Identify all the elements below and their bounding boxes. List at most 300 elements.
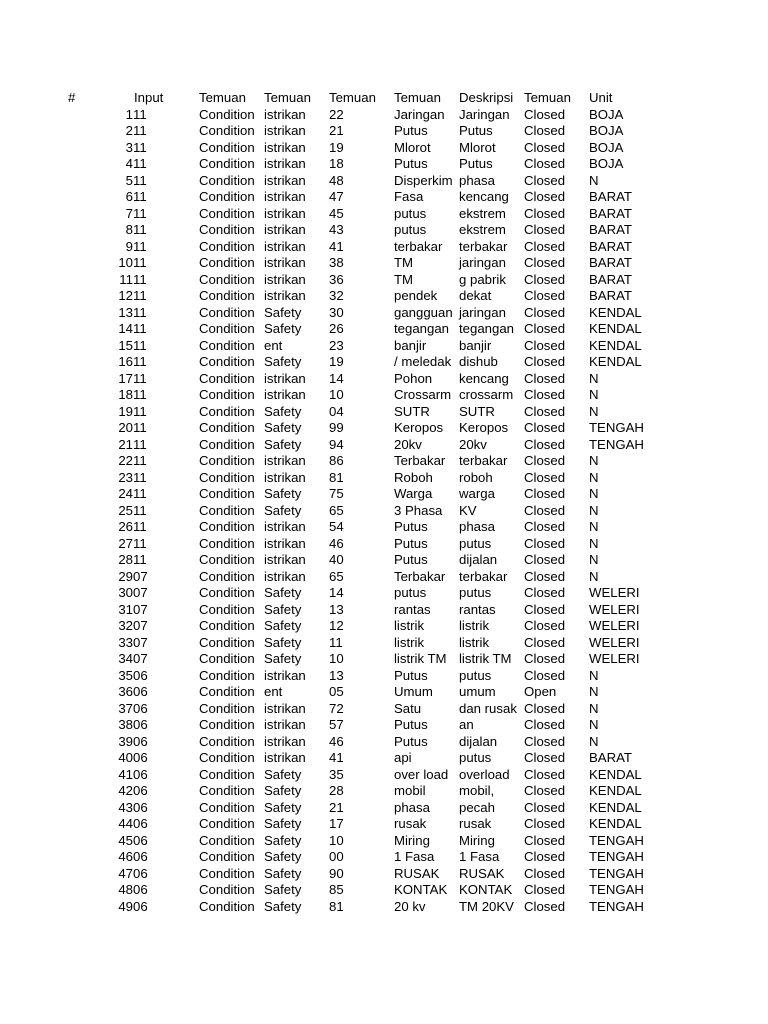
table-row (0, 354, 768, 371)
temuan-4-cell: mobil (394, 783, 426, 798)
input-cell: 11 (133, 304, 147, 320)
temuan-3-cell: 90 (329, 865, 344, 881)
table-row (0, 486, 768, 503)
temuan-4-cell: Miring (394, 832, 430, 848)
row-number: 13 (118, 304, 133, 320)
unit-cell: BOJA (589, 123, 624, 138)
temuan-2-cell: Safety (264, 304, 302, 320)
unit-cell: BARAT (589, 255, 632, 270)
status-cell: Closed (524, 618, 566, 633)
temuan-2-cell: istrikan (264, 172, 306, 188)
status-cell: Closed (524, 156, 566, 171)
status-cell: Closed (524, 750, 566, 765)
table-row (0, 899, 768, 916)
row-number: 15 (118, 337, 133, 353)
input-cell: 06 (133, 717, 148, 732)
temuan-4-cell: Satu (394, 700, 422, 716)
input-cell: 06 (133, 832, 148, 848)
temuan-1-cell: Condition (199, 634, 255, 650)
unit-cell: KENDAL (589, 766, 642, 782)
table-row (0, 222, 768, 239)
temuan-3-cell: 19 (329, 139, 344, 155)
temuan-2-cell: Safety (264, 849, 302, 864)
temuan-3-cell: 21 (329, 799, 344, 815)
unit-cell: TENGAH (589, 865, 644, 881)
temuan-1-cell: Condition (199, 535, 255, 551)
temuan-4-cell: putus (394, 585, 427, 600)
status-cell: Closed (524, 865, 566, 881)
temuan-4-cell: pendek (394, 288, 438, 303)
temuan-1-cell: Condition (199, 486, 255, 501)
temuan-4-cell: terbakar (394, 238, 443, 254)
status-cell: Closed (524, 436, 566, 452)
temuan-4-cell: rusak (394, 816, 427, 831)
temuan-3-cell: 13 (329, 601, 344, 617)
temuan-3-cell: 41 (329, 750, 344, 765)
table-row (0, 305, 768, 322)
temuan-1-cell: Condition (199, 205, 255, 221)
deskripsi-cell: rantas (459, 601, 496, 617)
temuan-2-cell: istrikan (264, 519, 306, 534)
unit-cell: KENDAL (589, 783, 642, 798)
deskripsi-cell: putus (459, 585, 492, 600)
temuan-4-cell: Putus (394, 733, 428, 749)
deskripsi-cell: g pabrik (459, 271, 506, 287)
temuan-1-cell: Condition (199, 123, 255, 138)
temuan-4-cell: Terbakar (394, 568, 446, 584)
unit-cell: BOJA (589, 106, 624, 122)
temuan-4-cell: Putus (394, 552, 428, 567)
status-cell: Closed (524, 799, 566, 815)
temuan-2-cell: istrikan (264, 271, 306, 287)
unit-cell: TENGAH (589, 832, 644, 848)
unit-cell: BARAT (589, 238, 632, 254)
status-cell: Closed (524, 601, 566, 617)
temuan-1-cell: Condition (199, 667, 255, 683)
deskripsi-cell: dekat (459, 288, 492, 303)
status-cell: Closed (524, 453, 566, 468)
deskripsi-cell: phasa (459, 519, 495, 534)
table-row (0, 156, 768, 173)
temuan-4-cell: phasa (394, 799, 430, 815)
temuan-2-cell: istrikan (264, 139, 306, 155)
temuan-3-cell: 41 (329, 238, 344, 254)
status-cell: Closed (524, 387, 566, 402)
status-cell: Closed (524, 783, 566, 798)
deskripsi-cell: crossarm (459, 387, 514, 402)
temuan-1-cell: Condition (199, 156, 255, 171)
table-row (0, 684, 768, 701)
input-cell: 11 (133, 337, 147, 353)
input-cell: 11 (133, 436, 147, 452)
row-number: 40 (118, 750, 133, 765)
status-cell: Closed (524, 354, 566, 369)
input-cell: 11 (133, 271, 147, 287)
unit-cell: N (589, 717, 599, 732)
temuan-4-cell: KONTAK (394, 882, 448, 897)
unit-cell: BARAT (589, 189, 632, 204)
header-temuan-3: Temuan (329, 90, 376, 105)
row-number: 20 (118, 420, 133, 435)
table-row (0, 569, 768, 586)
row-number: 45 (118, 832, 133, 848)
status-cell: Closed (524, 420, 566, 435)
temuan-2-cell: Safety (264, 832, 302, 848)
temuan-1-cell: Condition (199, 585, 255, 600)
deskripsi-cell: dijalan (459, 552, 498, 567)
header-deskripsi: Deskripsi (459, 90, 514, 105)
temuan-2-cell: Safety (264, 799, 302, 815)
temuan-4-cell: Crossarm (394, 387, 452, 402)
row-number: 21 (118, 436, 133, 452)
temuan-1-cell: Condition (199, 436, 255, 452)
unit-cell: WELERI (589, 585, 640, 600)
input-cell: 11 (133, 156, 147, 171)
status-cell: Open (524, 684, 557, 699)
temuan-3-cell: 99 (329, 420, 344, 435)
temuan-1-cell: Condition (199, 139, 255, 155)
status-cell: Closed (524, 255, 566, 270)
unit-cell: KENDAL (589, 304, 642, 320)
unit-cell: N (589, 387, 599, 402)
temuan-2-cell: istrikan (264, 123, 306, 138)
temuan-2-cell: istrikan (264, 700, 306, 716)
row-number: 47 (118, 865, 133, 881)
row-number: 44 (118, 816, 133, 831)
input-cell: 06 (133, 700, 148, 716)
unit-cell: N (589, 535, 599, 551)
deskripsi-cell: Jaringan (459, 106, 510, 122)
table-row (0, 552, 768, 569)
unit-cell: N (589, 700, 599, 716)
temuan-2-cell: istrikan (264, 453, 306, 468)
deskripsi-cell: rusak (459, 816, 492, 831)
temuan-4-cell: gangguan (394, 304, 453, 320)
header-input: Input (134, 90, 164, 105)
status-cell: Closed (524, 634, 566, 650)
unit-cell: WELERI (589, 618, 640, 633)
temuan-3-cell: 14 (329, 370, 344, 386)
row-number: 14 (118, 321, 133, 336)
temuan-4-cell: 20 kv (394, 898, 426, 914)
deskripsi-cell: an (459, 717, 474, 732)
temuan-1-cell: Condition (199, 271, 255, 287)
row-number: 2 (125, 123, 133, 138)
input-cell: 06 (133, 733, 148, 749)
temuan-3-cell: 13 (329, 667, 344, 683)
unit-cell: WELERI (589, 634, 640, 650)
temuan-4-cell: listrik (394, 618, 425, 633)
input-cell: 11 (133, 469, 147, 485)
input-cell: 11 (133, 403, 147, 419)
row-number: 43 (118, 799, 133, 815)
unit-cell: TENGAH (589, 849, 644, 864)
row-number: 7 (125, 205, 133, 221)
temuan-3-cell: 48 (329, 172, 344, 188)
table-row (0, 816, 768, 833)
temuan-1-cell: Condition (199, 717, 255, 732)
status-cell: Closed (524, 238, 566, 254)
input-cell: 07 (133, 568, 148, 584)
input-cell: 11 (133, 552, 147, 567)
temuan-3-cell: 46 (329, 535, 344, 551)
status-cell: Closed (524, 222, 566, 237)
temuan-3-cell: 04 (329, 403, 344, 419)
table-row (0, 321, 768, 338)
status-cell: Closed (524, 106, 566, 122)
table-row (0, 503, 768, 520)
unit-cell: N (589, 552, 599, 567)
table-row (0, 123, 768, 140)
input-cell: 07 (133, 601, 148, 617)
temuan-3-cell: 46 (329, 733, 344, 749)
temuan-2-cell: Safety (264, 585, 302, 600)
temuan-4-cell: rantas (394, 601, 431, 617)
temuan-2-cell: Safety (264, 354, 302, 369)
row-number: 10 (118, 255, 133, 270)
input-cell: 07 (133, 634, 148, 650)
temuan-1-cell: Condition (199, 370, 255, 386)
deskripsi-cell: banjir (459, 337, 492, 353)
temuan-2-cell: Safety (264, 634, 302, 650)
temuan-3-cell: 30 (329, 304, 344, 320)
status-cell: Closed (524, 667, 566, 683)
temuan-2-cell: istrikan (264, 255, 306, 270)
temuan-1-cell: Condition (199, 337, 255, 353)
temuan-2-cell: Safety (264, 816, 302, 831)
status-cell: Closed (524, 535, 566, 551)
input-cell: 07 (133, 618, 148, 633)
temuan-3-cell: 32 (329, 288, 344, 303)
deskripsi-cell: terbakar (459, 453, 508, 468)
temuan-3-cell: 94 (329, 436, 344, 452)
temuan-4-cell: Keropos (394, 420, 444, 435)
temuan-4-cell: Putus (394, 535, 428, 551)
temuan-3-cell: 75 (329, 486, 344, 501)
input-cell: 06 (133, 684, 148, 699)
table-row (0, 536, 768, 553)
input-cell: 11 (133, 354, 147, 369)
table-row (0, 833, 768, 850)
temuan-1-cell: Condition (199, 733, 255, 749)
input-cell: 06 (133, 667, 148, 683)
deskripsi-cell: Keropos (459, 420, 509, 435)
deskripsi-cell: phasa (459, 172, 495, 188)
table-row (0, 189, 768, 206)
row-number: 42 (118, 783, 133, 798)
temuan-3-cell: 26 (329, 321, 344, 336)
deskripsi-cell: kencang (459, 370, 509, 386)
status-cell: Closed (524, 585, 566, 600)
temuan-2-cell: Safety (264, 865, 302, 881)
row-number: 1 (125, 106, 133, 122)
input-cell: 06 (133, 865, 148, 881)
row-number: 12 (118, 288, 133, 303)
header-num: # (68, 90, 76, 105)
input-cell: 11 (133, 106, 147, 122)
table-row (0, 140, 768, 157)
temuan-2-cell: Safety (264, 502, 302, 518)
status-cell: Closed (524, 519, 566, 534)
row-number: 25 (118, 502, 133, 518)
unit-cell: BARAT (589, 271, 632, 287)
temuan-4-cell: over load (394, 766, 449, 782)
input-cell: 06 (133, 849, 148, 864)
header-unit: Unit (589, 90, 613, 105)
input-cell: 11 (133, 453, 147, 468)
header-temuan-2: Temuan (264, 90, 311, 105)
temuan-1-cell: Condition (199, 750, 255, 765)
deskripsi-cell: warga (459, 486, 495, 501)
row-number: 18 (118, 387, 133, 402)
temuan-2-cell: Safety (264, 486, 302, 501)
deskripsi-cell: 20kv (459, 436, 487, 452)
temuan-4-cell: 3 Phasa (394, 502, 443, 518)
temuan-2-cell: Safety (264, 420, 302, 435)
temuan-4-cell: banjir (394, 337, 427, 353)
table-row (0, 717, 768, 734)
temuan-4-cell: TM (394, 271, 414, 287)
unit-cell: KENDAL (589, 337, 642, 353)
deskripsi-cell: listrik (459, 618, 490, 633)
row-number: 35 (118, 667, 133, 683)
row-number: 39 (118, 733, 133, 749)
deskripsi-cell: putus (459, 750, 492, 765)
row-number: 33 (118, 634, 133, 650)
deskripsi-cell: dijalan (459, 733, 498, 749)
table-row (0, 849, 768, 866)
temuan-2-cell: Safety (264, 601, 302, 617)
unit-cell: N (589, 667, 599, 683)
table-row (0, 882, 768, 899)
temuan-1-cell: Condition (199, 832, 255, 848)
temuan-3-cell: 28 (329, 783, 344, 798)
temuan-3-cell: 86 (329, 453, 344, 468)
row-number: 4 (125, 156, 133, 171)
temuan-2-cell: istrikan (264, 189, 306, 204)
temuan-3-cell: 47 (329, 189, 344, 204)
temuan-3-cell: 38 (329, 255, 344, 270)
temuan-2-cell: istrikan (264, 288, 306, 303)
row-number: 32 (118, 618, 133, 633)
table-row (0, 519, 768, 536)
temuan-3-cell: 72 (329, 700, 344, 716)
status-cell: Closed (524, 304, 566, 320)
temuan-4-cell: Roboh (394, 469, 433, 485)
temuan-2-cell: Safety (264, 618, 302, 633)
temuan-3-cell: 81 (329, 469, 344, 485)
temuan-4-cell: Putus (394, 519, 428, 534)
temuan-3-cell: 10 (329, 651, 344, 666)
input-cell: 06 (133, 783, 148, 798)
temuan-2-cell: istrikan (264, 469, 306, 485)
table-row (0, 783, 768, 800)
status-cell: Closed (524, 502, 566, 518)
temuan-4-cell: 1 Fasa (394, 849, 435, 864)
temuan-3-cell: 10 (329, 387, 344, 402)
temuan-4-cell: Umum (394, 684, 433, 699)
deskripsi-cell: 1 Fasa (459, 849, 500, 864)
temuan-2-cell: istrikan (264, 370, 306, 386)
input-cell: 11 (133, 205, 147, 221)
temuan-4-cell: tegangan (394, 321, 450, 336)
input-cell: 11 (133, 321, 147, 336)
row-number: 22 (118, 453, 133, 468)
unit-cell: N (589, 486, 599, 501)
temuan-1-cell: Condition (199, 288, 255, 303)
temuan-1-cell: Condition (199, 469, 255, 485)
temuan-4-cell: RUSAK (394, 865, 440, 881)
row-number: 11 (119, 271, 133, 287)
temuan-3-cell: 22 (329, 106, 344, 122)
status-cell: Closed (524, 271, 566, 287)
unit-cell: N (589, 684, 599, 699)
temuan-4-cell: putus (394, 205, 427, 221)
deskripsi-cell: putus (459, 667, 492, 683)
status-cell: Closed (524, 651, 566, 666)
deskripsi-cell: roboh (459, 469, 493, 485)
row-number: 8 (125, 222, 133, 237)
temuan-4-cell: listrik (394, 634, 425, 650)
temuan-2-cell: istrikan (264, 750, 306, 765)
deskripsi-cell: Mlorot (459, 139, 496, 155)
deskripsi-cell: jaringan (459, 255, 506, 270)
temuan-3-cell: 05 (329, 684, 344, 699)
input-cell: 11 (133, 172, 147, 188)
temuan-4-cell: Terbakar (394, 453, 446, 468)
row-number: 27 (118, 535, 133, 551)
status-cell: Closed (524, 700, 566, 716)
status-cell: Closed (524, 370, 566, 386)
unit-cell: N (589, 519, 599, 534)
deskripsi-cell: kencang (459, 189, 509, 204)
row-number: 26 (118, 519, 133, 534)
status-cell: Closed (524, 882, 566, 897)
deskripsi-cell: KV (459, 502, 477, 518)
unit-cell: TENGAH (589, 898, 644, 914)
temuan-3-cell: 00 (329, 849, 344, 864)
deskripsi-cell: tegangan (459, 321, 515, 336)
row-number: 24 (118, 486, 133, 501)
temuan-1-cell: Condition (199, 387, 255, 402)
temuan-1-cell: Condition (199, 403, 255, 419)
row-number: 46 (118, 849, 133, 864)
deskripsi-cell: KONTAK (459, 882, 513, 897)
table-row (0, 404, 768, 421)
table-row (0, 602, 768, 619)
temuan-1-cell: Condition (199, 651, 255, 666)
deskripsi-cell: Putus (459, 156, 493, 171)
temuan-3-cell: 65 (329, 502, 344, 518)
temuan-1-cell: Condition (199, 783, 255, 798)
input-cell: 11 (133, 387, 147, 402)
deskripsi-cell: Putus (459, 123, 493, 138)
table-row (0, 173, 768, 190)
temuan-4-cell: Putus (394, 156, 428, 171)
table-row (0, 585, 768, 602)
row-number: 3 (125, 139, 133, 155)
temuan-1-cell: Condition (199, 321, 255, 336)
temuan-1-cell: Condition (199, 601, 255, 617)
unit-cell: KENDAL (589, 354, 642, 369)
input-cell: 11 (133, 123, 147, 138)
temuan-1-cell: Condition (199, 189, 255, 204)
temuan-3-cell: 10 (329, 832, 344, 848)
temuan-3-cell: 12 (329, 618, 344, 633)
temuan-1-cell: Condition (199, 222, 255, 237)
temuan-2-cell: Safety (264, 898, 302, 914)
input-cell: 07 (133, 585, 148, 600)
